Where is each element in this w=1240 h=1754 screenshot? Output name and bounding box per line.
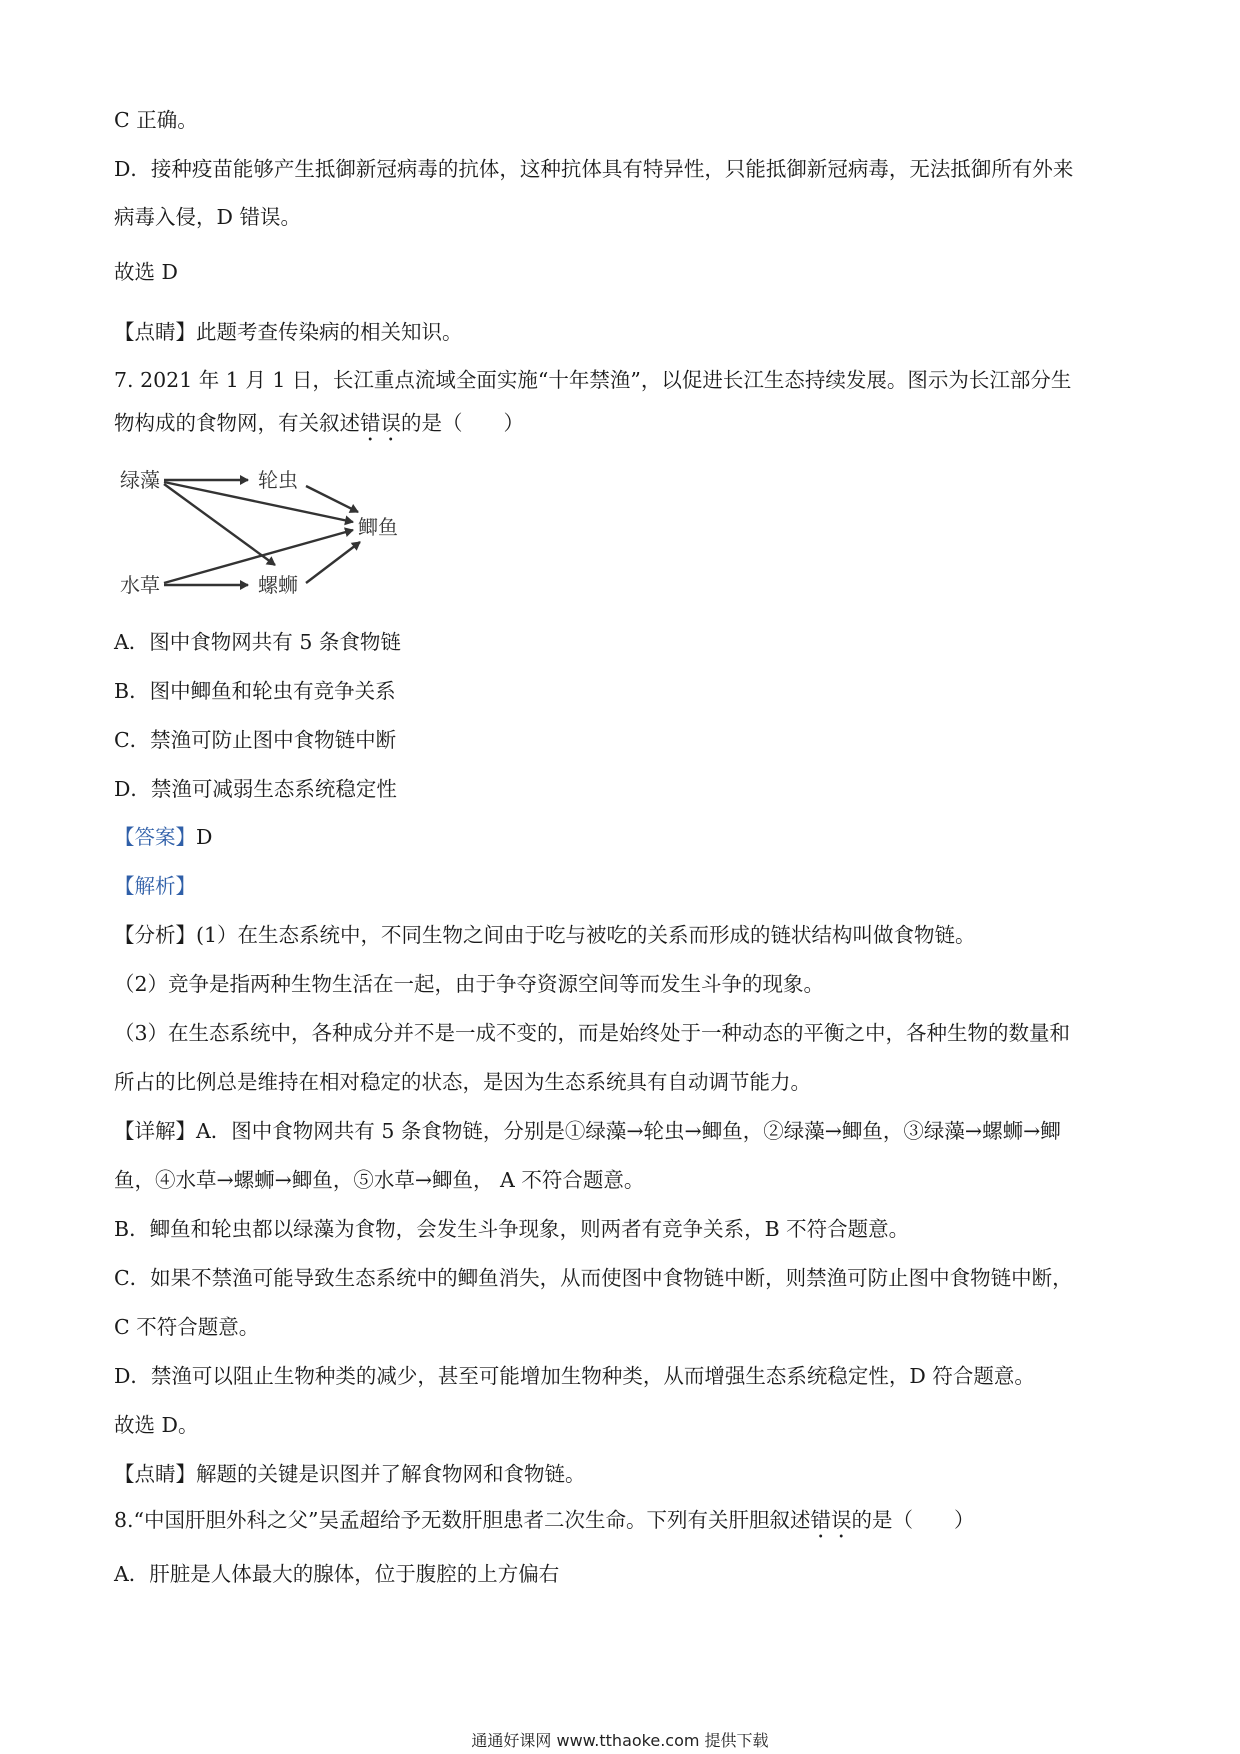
arrow-snail-carp [306,542,360,583]
option-a: A．图中食物网共有 5 条食物链 [114,630,401,654]
food-web-diagram [118,462,418,607]
detail-line: 【详解】A．图中食物网共有 5 条食物链，分别是①绿藻→轮虫→鲫鱼，②绿藻→鲫鱼，③绿藻→螺蛳→鲫 [114,1119,1061,1143]
stem-text: 物构成的食物网，有关叙述 [114,411,360,435]
question-8-option-a: A．肝脏是人体最大的腺体，位于腹腔的上方偏右 [114,1562,560,1586]
emphasis-text: 错误 [810,1508,852,1532]
analysis-line: 【分析】(1）在生态系统中，不同生物之间由于吃与被吃的关系而形成的链状结构叫做食物链。 [114,923,976,947]
node-rotifer: 轮虫 [258,468,298,492]
tip-line: 【点睛】解题的关键是识图并了解食物网和食物链。 [114,1462,586,1486]
tip-tag: 【点睛】 [114,320,196,344]
arrow-rotifer-carp [306,486,358,512]
text-line: 病毒入侵，D 错误。 [114,205,301,229]
question-7-stem: 7. 2021 年 1 月 1 日，长江重点流域全面实施“十年禁渔”，以促进长江生态持续发展。图示为长江部分生 [114,368,1072,392]
detail-line: 鱼，④水草→螺蛳→鲫鱼，⑤水草→鲫鱼， A 不符合题意。 [114,1168,645,1192]
node-crucian-carp: 鲫鱼 [358,515,398,539]
page-footer: 通通好课网 www.tthaoke.com 提供下载 [471,1731,769,1750]
analysis-line: 所占的比例总是维持在相对稳定的状态，是因为生态系统具有自动调节能力。 [114,1070,811,1094]
detail-line: 故选 D。 [114,1413,199,1437]
stem-text: 的是（ ） [401,411,524,435]
text-line: D．接种疫苗能够产生抵御新冠病毒的抗体，这种抗体具有特异性，只能抵御新冠病毒，无法抵御所有外来 [114,157,1074,181]
answer-value: D [196,825,213,849]
detail-line: D．禁渔可以阻止生物种类的减少，甚至可能增加生物种类，从而增强生态系统稳定性，D 符合题意。 [114,1364,1035,1388]
tip-line [114,318,463,346]
detail-line: C 不符合题意。 [114,1315,260,1339]
option-d: D．禁渔可减弱生态系统稳定性 [114,777,397,801]
text-line: 故选 D [114,260,178,284]
analysis-line: （2）竞争是指两种生物生活在一起，由于争夺资源空间等而发生斗争的现象。 [114,972,825,996]
answer-line [114,823,212,851]
emphasis-text: 错误 [360,411,401,435]
stem-text: 8.“中国肝胆外科之父”吴孟超给予无数肝胆患者二次生命。下列有关肝胆叙述 [114,1508,811,1532]
detail-line: C．如果不禁渔可能导致生态系统中的鲫鱼消失，从而使图中食物链中断，则禁渔可防止图中食物链中断， [114,1266,1073,1290]
node-snail: 螺蛳 [258,573,298,597]
question-8-stem [114,1506,975,1543]
node-water-grass: 水草 [120,573,160,597]
arrow-algae-snail [164,484,275,565]
text-line: C 正确。 [114,108,198,132]
analysis-tag: 【解析】 [114,874,196,898]
question-7-stem-cont [114,409,524,446]
node-green-algae: 绿藻 [120,468,160,492]
option-c: C．禁渔可防止图中食物链中断 [114,728,397,752]
answer-tag: 【答案】 [114,825,196,849]
detail-line: B．鲫鱼和轮虫都以绿藻为食物，会发生斗争现象，则两者有竞争关系，B 不符合题意。 [114,1217,910,1241]
option-b: B．图中鲫鱼和轮虫有竞争关系 [114,679,396,703]
analysis-line: （3）在生态系统中，各种成分并不是一成不变的，而是始终处于一种动态的平衡之中，各种生物的数量和 [114,1021,1071,1045]
stem-text: 的是（ ） [851,1508,975,1532]
tip-text: 此题考查传染病的相关知识。 [196,320,463,344]
